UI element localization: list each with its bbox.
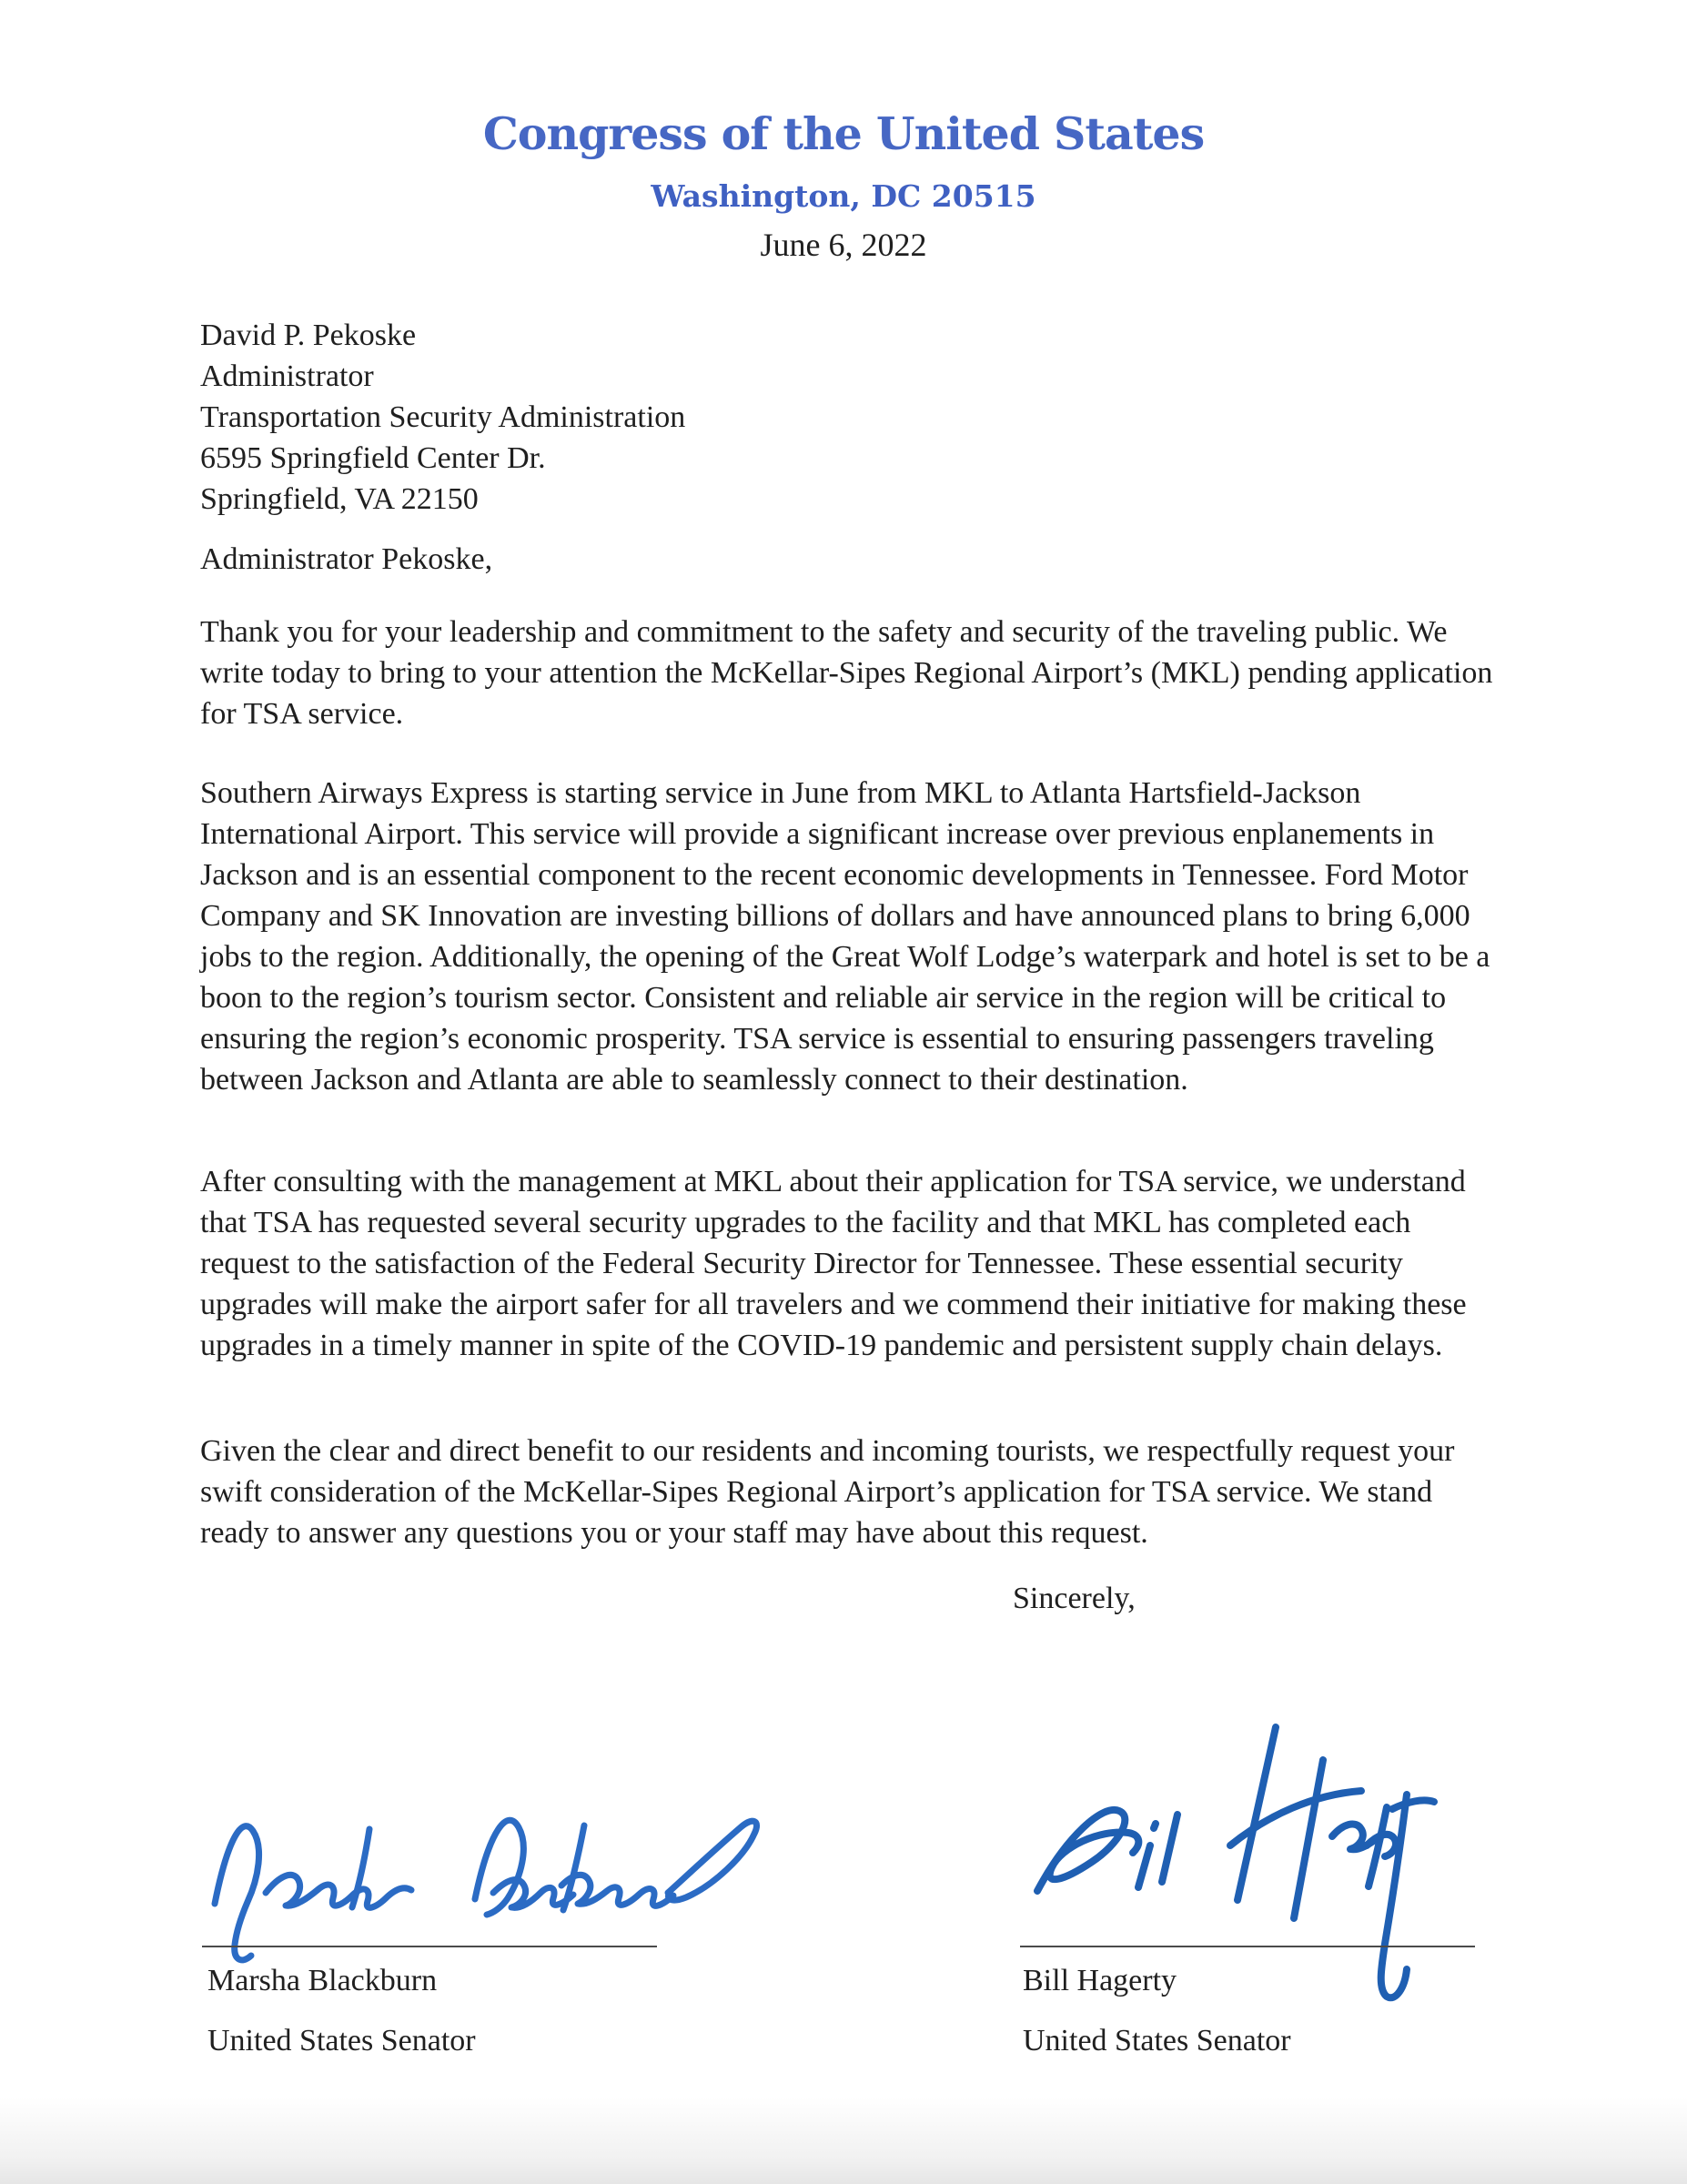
signer-title: United States Senator [207, 2024, 476, 2058]
recipient-line: Transportation Security Administration [200, 400, 686, 434]
letterhead-organization: Congress of the United States [482, 107, 1205, 160]
letter-date: June 6, 2022 [760, 227, 927, 263]
body-paragraph: Thank you for your leadership and commitment to the safety and security of the traveling public. We write today to bring to your attention the McKellar-Sipes Regional Airport’s (MKL) pending application for TSA service. [200, 615, 1493, 731]
signature-line [1020, 1946, 1475, 1947]
scan-edge-shadow [0, 2098, 1687, 2184]
salutation: Administrator Pekoske, [200, 542, 493, 576]
recipient-line: 6595 Springfield Center Dr. [200, 441, 546, 475]
recipient-address [200, 315, 685, 520]
signer-name: Marsha Blackburn [207, 1964, 438, 1997]
closing-sincerely: Sincerely, [1013, 1582, 1136, 1615]
body-paragraph: After consulting with the management at MKL about their application for TSA service, we understand that TSA has requested several security upgrades to the facility and that MKL has completed each request to the satisfaction of the Federal Security Director for Tennessee. These essential security upgrades will make the airport safer for all travelers and we commend their initiative for making these upgrades in a timely manner in spite of the COVID-19 pandemic and persistent supply chain delays. [200, 1165, 1467, 1362]
signature-line [202, 1946, 657, 1947]
marsha-blackburn-signature [202, 1776, 784, 1972]
recipient-line: Springfield, VA 22150 [200, 482, 479, 516]
recipient-line: David P. Pekoske [200, 318, 417, 352]
body-paragraph: Given the clear and direct benefit to our residents and incoming tourists, we respectfully request your swift consideration of the McKellar-Sipes Regional Airport’s application for TSA service. We stand ready to answer any questions you or your staff may have about this request. [200, 1434, 1455, 1550]
body-paragraph: Southern Airways Express is starting service in June from MKL to Atlanta Hartsfield-Jackson International Airport. This service will provide a significant increase over previous enplanements in Jackson and is an essential component to the recent economic developments in Tennessee. Ford Motor Company and SK Innovation are investing billions of dollars and have announced plans to bring 6,000 jobs to the region. Additionally, the opening of the Great Wolf Lodge’s waterpark and hotel is set to be a boon to the region’s tourism sector. Consistent and reliable air service in the region will be critical to ensuring the region’s economic prosperity. TSA service is essential to ensuring passengers traveling between Jackson and Atlanta are able to seamlessly connect to their destination. [200, 776, 1490, 1097]
letterhead-city-line: Washington, DC 20515 [651, 178, 1036, 214]
signer-title: United States Senator [1023, 2024, 1291, 2058]
recipient-line: Administrator [200, 359, 374, 393]
signer-name: Bill Hagerty [1023, 1964, 1177, 1997]
